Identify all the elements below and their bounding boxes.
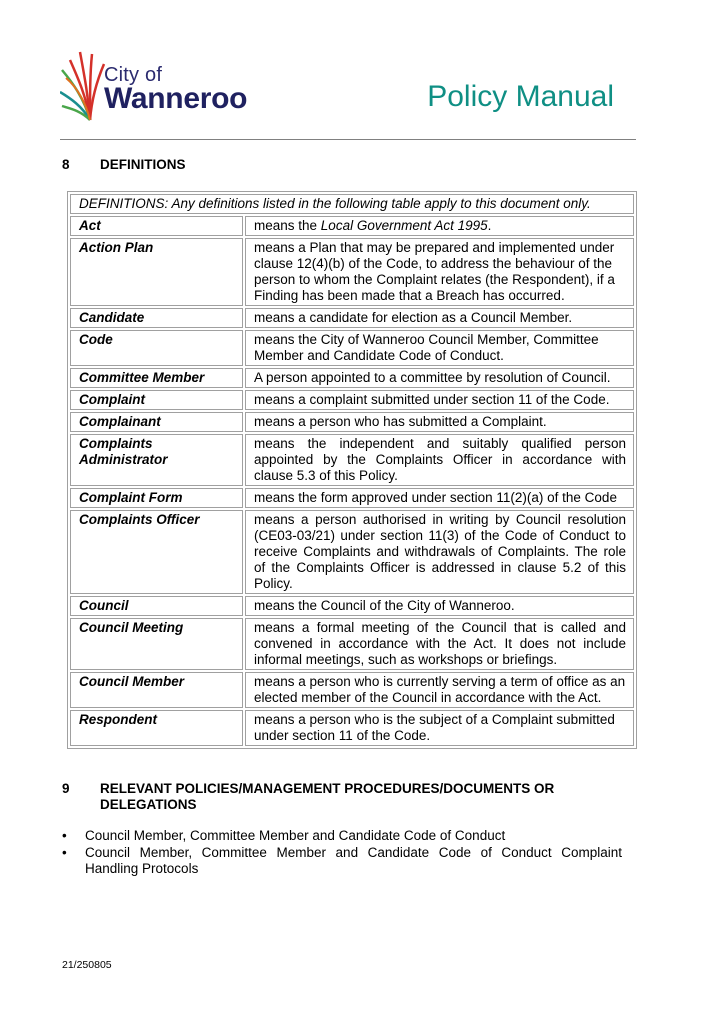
definition-term: Complainant [70,412,243,432]
table-row [70,488,634,508]
definition-text: means a Plan that may be prepared and implemented under clause 12(4)(b) of the Code, to address the behaviour of the person to whom the Complaint relates (the Respondent), if a Finding has been made that a Breach has occurred. [245,238,634,306]
definition-term: Candidate [70,308,243,328]
definition-term: Action Plan [70,238,243,306]
header-divider [60,139,636,140]
policy-manual-title: Policy Manual [427,80,614,113]
definition-term: Complaint Form [70,488,243,508]
definition-text: means a candidate for election as a Council Member. [245,308,634,328]
city-of-wanneroo-logo [60,48,270,124]
definition-term: Council [70,596,243,616]
section-9-number: 9 [62,781,70,796]
definition-term: Council Member [70,672,243,708]
table-row [70,412,634,432]
related-documents-list [62,828,622,878]
definition-text: means the Council of the City of Wanneroo. [245,596,634,616]
definition-text: means a person who is currently serving a term of office as an elected member of the Council in accordance with the Act. [245,672,634,708]
definitions-caption-row [70,194,634,214]
table-row [70,308,634,328]
definition-term: Respondent [70,710,243,746]
definition-term: Complaints Officer [70,510,243,594]
section-9-title-line2: DELEGATIONS [100,797,197,812]
definition-text: means a person who is the subject of a Complaint submitted under section 11 of the Code. [245,710,634,746]
section-9-title [100,781,554,813]
definition-text: means a person who has submitted a Complaint. [245,412,634,432]
table-row [70,368,634,388]
table-row [70,238,634,306]
table-row [70,710,634,746]
definition-term: Code [70,330,243,366]
definition-text: means the form approved under section 11(2)(a) of the Code [245,488,634,508]
document-reference: 21/250805 [62,959,112,971]
definition-term: Complaint [70,390,243,410]
table-row [70,510,634,594]
section-9-title-line1: RELEVANT POLICIES/MANAGEMENT PROCEDURES/DOCUMENTS OR [100,781,555,796]
list-item: • Council Member, Committee Member and Candidate Code of Conduct Complaint Handling Protocols [62,845,622,877]
definition-term: Act [70,216,243,236]
table-row [70,216,634,236]
definition-text: means the Local Government Act 1995. [245,216,634,236]
logo-flower-icon [60,48,108,124]
table-row [70,672,634,708]
definition-text: A person appointed to a committee by resolution of Council. [245,368,634,388]
table-row [70,618,634,670]
section-8-title: DEFINITIONS [100,157,186,172]
logo-name-text: Wanneroo [104,82,248,115]
list-item: • Council Member, Committee Member and Candidate Code of Conduct [62,828,622,844]
definitions-caption: DEFINITIONS: Any definitions listed in the following table apply to this document only. [70,194,634,214]
definitions-table [67,191,637,749]
definition-text: means the independent and suitably qualified person appointed by the Complaints Officer in accordance with clause 5.3 of this Policy. [245,434,634,486]
definition-text: means a person authorised in writing by Council resolution (CE03-03/21) under section 11(3) of the Code of Conduct to receive Complaints and withdrawals of Complaints. The role of the Complaints Officer is addressed in clause 5.2 of this Policy. [245,510,634,594]
definition-term: Committee Member [70,368,243,388]
definition-text: means a formal meeting of the Council that is called and convened in accordance with the Act. It does not include informal meetings, such as workshops or briefings. [245,618,634,670]
definition-term: Council Meeting [70,618,243,670]
table-row [70,434,634,486]
table-row [70,390,634,410]
table-row [70,330,634,366]
section-8-number: 8 [62,157,70,172]
table-row [70,596,634,616]
definition-text: means the City of Wanneroo Council Member, Committee Member and Candidate Code of Conduct. [245,330,634,366]
definition-term: Complaints Administrator [70,434,243,486]
logo-city-text: City of [104,64,163,86]
definition-text: means a complaint submitted under section 11 of the Code. [245,390,634,410]
